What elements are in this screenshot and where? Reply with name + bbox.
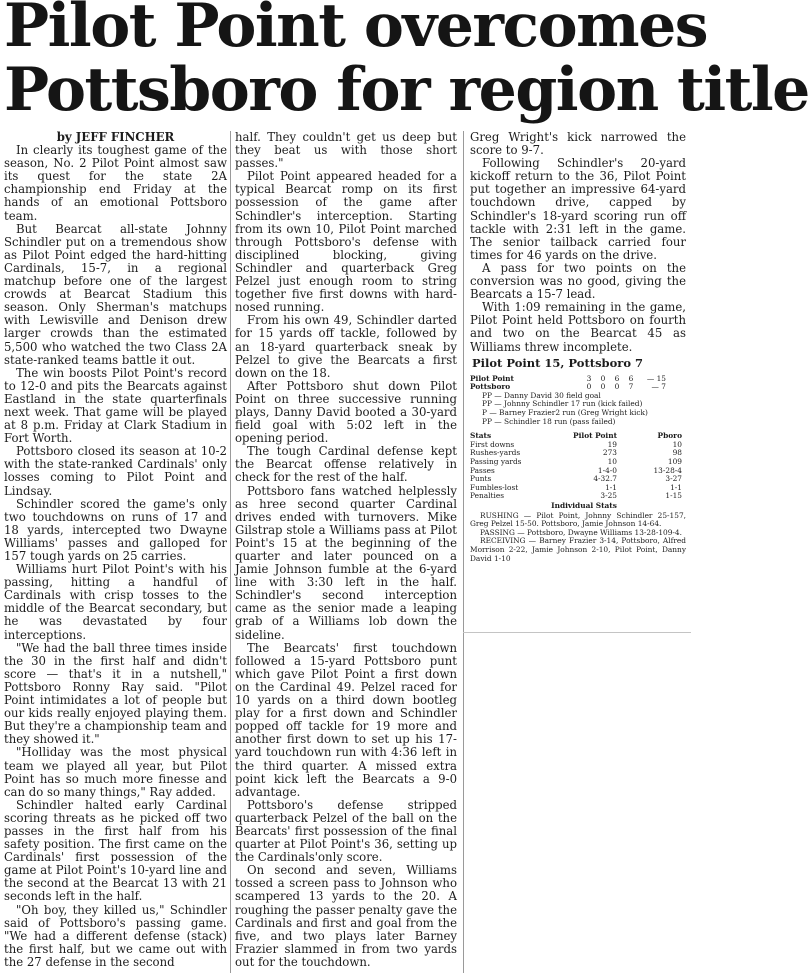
stat-value: 1-15 xyxy=(665,491,682,501)
quarter-score: 6 xyxy=(628,373,634,383)
paragraph: half. They couldn't get us deep but they beat us with those short passes." xyxy=(235,130,457,171)
headline-line-2: Pottsboro for region title xyxy=(4,55,809,125)
paragraph: "Holliday was the most physical team we played all year, but Pilot Point has so much more finesse and can do so many things," Ray added. xyxy=(4,745,227,799)
article-column-2 xyxy=(235,131,457,969)
headline xyxy=(4,0,809,125)
paragraph: On second and seven, Williams tossed a screen pass to Johnson who scampered 13 yards to the 20. A roughing the passer penalty gave the Cardinals and first and goal from the five, and two plays later Barney Frazier slammed in from two yards out for the touchdown. xyxy=(235,863,457,969)
paragraph: Williams hurt Pilot Point's with his passing, hitting a handful of Cardinals with crisp tosses to the middle of the Bearcat secondary, but he was devastated by four interceptions. xyxy=(4,562,227,642)
article-column-1 xyxy=(4,131,227,969)
stat-value: 4-32.7 xyxy=(593,474,617,484)
stat-value: 109 xyxy=(667,457,682,467)
paragraph: From his own 49, Schindler darted for 15 yards off tackle, followed by an 18-yard quarterback sneak by Pelzel to give the Bearcats a first down on the 18. xyxy=(235,313,457,380)
paragraph: Pottsboro fans watched helplessly as hree second quarter Cardinal drives ended with turnovers. Mike Gilstrap stole a Williams pass at Pilot Point's 15 at the beginning of the quarter and later pounced on a Jamie Johnson fumble at the 6-yard line with 3:30 left in the half. Schindler's second interception came as the senior made a leaping grab of a Williams lob down the sideline. xyxy=(235,483,457,642)
paragraph: A pass for two points on the conversion was no good, giving the Bearcats a 15-7 lead. xyxy=(470,260,686,302)
individual-stat-line: PASSING — Pottsboro, Dwayne Williams 13-28-109-4. xyxy=(480,527,682,537)
stat-value: 10 xyxy=(672,439,682,449)
paragraph: The Bearcats' first touchdown followed a 15-yard Pottsboro punt which gave Pilot Point a first down on the Cardinal 49. Pelzel raced for 10 yards on a third down bootleg play for a first down and Schindler popped off tackle for 19 more and another first down to set up his 17-yard touchdown run with 4:36 left in the third quarter. A missed extra point kick left the Bearcats a 9-0 advantage. xyxy=(235,640,457,799)
stat-label: Rushes-yards xyxy=(470,448,521,458)
headline-line-1: Pilot Point overcomes xyxy=(4,0,708,61)
paragraph: Following Schindler's 20-yard kickoff return to the 36, Pilot Point put together an impressive 64-yard touchdown drive, capped by Schindler's 18-yard scoring run off tackle with 2:31 left in the game. The senior tailback carried four times for 46 yards on the drive. xyxy=(470,156,686,262)
individual-stat-line: RECEIVING — Barney Frazier 3-14, Pottsboro, Alfred Morrison 2-22, Jamie Johnson 2-10, Pilot Point, Danny David 1-10 xyxy=(470,536,686,563)
team-name: Pottsboro xyxy=(470,382,511,392)
scoring-play: PP — Johnny Schindler 17 run (kick failed) xyxy=(482,399,643,409)
team-stat-row xyxy=(470,467,686,476)
individual-stat-line: RUSHING — Pilot Point, Johnny Schindler 25-157, Greg Pelzel 15-50. Pottsboro, Jamie Johnson 14-64. xyxy=(470,510,686,529)
stat-label: Penalties xyxy=(470,491,505,501)
article-column-3 xyxy=(470,131,686,563)
scoring-play: P — Barney Frazier2 run (Greg Wright kick) xyxy=(482,408,648,418)
paragraph: "We had the ball three times inside the 30 in the first half and didn't score — that's it in a nutshell," Pottsboro Ronny Ray said. "Pilot Point intimidates a lot of people but our kids really enjoyed playing them. But they're a championship team and they showed it." xyxy=(4,640,227,747)
stat-value: 1-4-0 xyxy=(597,465,617,475)
team-stat-row xyxy=(470,492,686,501)
final-score: — 15 xyxy=(646,373,666,383)
stat-value: 3-27 xyxy=(665,474,682,484)
stat-label: Passing yards xyxy=(470,457,522,467)
quarter-score: 7 xyxy=(628,382,634,392)
paragraph: The win boosts Pilot Point's record to 12-0 and pits the Bearcats against Eastland in the state quarterfinals next week. That game will be played at 8 p.m. Friday at Clark Stadium in Fort Worth. xyxy=(4,365,227,446)
stats-header-team-1: Pilot Point xyxy=(573,431,617,441)
quarter-score: 3 xyxy=(586,373,592,383)
clipping-edge xyxy=(463,632,691,633)
paragraph: Schindler scored the game's only two touchdowns on runs of 17 and 18 yards, intercepted two Dwayne Williams' passes and galloped for 157 tough yards on 25 carries. xyxy=(4,496,227,563)
scoring-play: PP — Danny David 30 field goal xyxy=(482,390,601,400)
stats-header-team-2: Pboro xyxy=(657,431,682,441)
quarter-score: 0 xyxy=(600,382,606,392)
paragraph: After Pottsboro shut down Pilot Point on three successive running plays, Danny David booted a 30-yard field goal with 5:02 left in the opening period. xyxy=(235,378,457,446)
paragraph: With 1:09 remaining in the game, Pilot Point held Pottsboro on fourth and two on the Bearcat 45 as Williams threw incomplete. xyxy=(470,300,686,354)
quarter-score: 6 xyxy=(614,373,620,383)
byline: by JEFF FINCHER xyxy=(56,130,175,144)
individual-stats xyxy=(470,512,686,564)
scoring-play: PP — Schindler 18 run (pass failed) xyxy=(482,416,616,426)
paragraph: In clearly its toughest game of the season, No. 2 Pilot Point almost saw its quest for the state 2A championship end Friday at the hands of an emotional Pottsboro team. xyxy=(4,143,227,223)
paragraph: But Bearcat all-state Johnny Schindler put on a tremendous show as Pilot Point edged the hard-hitting Cardinals, 15-7, in a regional matchup before one of the largest crowds at Bearcat Stadium this season. Only Sherman's matchups with Lewisville and Denison drew larger crowds than the estimated 5,500 who watched the two Class 2A state-ranked teams battle it out. xyxy=(4,221,227,367)
team-name: Pilot Point xyxy=(470,373,514,383)
box-score-title: Pilot Point 15, Pottsboro 7 xyxy=(472,355,643,370)
quarter-score: 0 xyxy=(600,373,606,383)
stat-value: 273 xyxy=(602,448,617,458)
paragraph: "Oh boy, they killed us," Schindler said of Pottsboro's passing game. "We had a different defense (stack) the first half, but we came out with the 27 defense in the second xyxy=(4,902,227,969)
stat-value: 13-28-4 xyxy=(653,465,682,475)
final-score: — 7 xyxy=(651,382,666,392)
stat-value: 19 xyxy=(607,439,617,449)
quarter-score: 0 xyxy=(614,382,620,392)
paragraph: Pottsboro's defense stripped quarterback Pelzel of the ball on the Bearcats' first possession of the final quarter at Pilot Point's 36, setting up the Cardinals'only score. xyxy=(235,797,457,865)
stat-label: First downs xyxy=(470,439,515,449)
paragraph: Pilot Point appeared headed for a typical Bearcat romp on its first possession of the game after Schindler's interception. Starting from its own 10, Pilot Point marched through Pottsboro's defense with disciplined blocking, giving Schindler and quarterback Greg Pelzel just enough room to string together five first downs with hard-nosed running. xyxy=(235,169,457,315)
column-rule xyxy=(230,131,231,973)
box-score xyxy=(470,375,686,563)
column-rule xyxy=(463,131,464,973)
paragraph: The tough Cardinal defense kept the Bearcat offense relatively in check for the rest of the half. xyxy=(235,444,457,485)
paragraph: Schindler halted early Cardinal scoring threats as he picked off two passes in the first half from his safety position. The first came on the Cardinals' first possession of the game at Pilot Point's 10-yard line and the second at the Bearcat 13 with 21 seconds left in the half. xyxy=(4,797,227,904)
individual-stats-title: Individual Stats xyxy=(551,501,617,510)
stats-header-label: Stats xyxy=(470,431,492,441)
stat-value: 1-1 xyxy=(670,482,682,492)
stat-value: 98 xyxy=(672,448,682,458)
stat-label: Fumbles-lost xyxy=(470,482,519,492)
paragraph: Greg Wright's kick narrowed the score to 9-7. xyxy=(470,130,686,158)
stat-value: 10 xyxy=(607,457,617,467)
quarter-score: 0 xyxy=(586,382,592,392)
stat-value: 3-25 xyxy=(600,491,617,501)
paragraph: Pottsboro closed its season at 10-2 with the state-ranked Cardinals' only losses coming to Pilot Point and Lindsay. xyxy=(4,444,227,498)
stat-label: Passes xyxy=(470,465,495,475)
stat-label: Punts xyxy=(470,474,492,484)
stat-value: 1-1 xyxy=(605,482,617,492)
